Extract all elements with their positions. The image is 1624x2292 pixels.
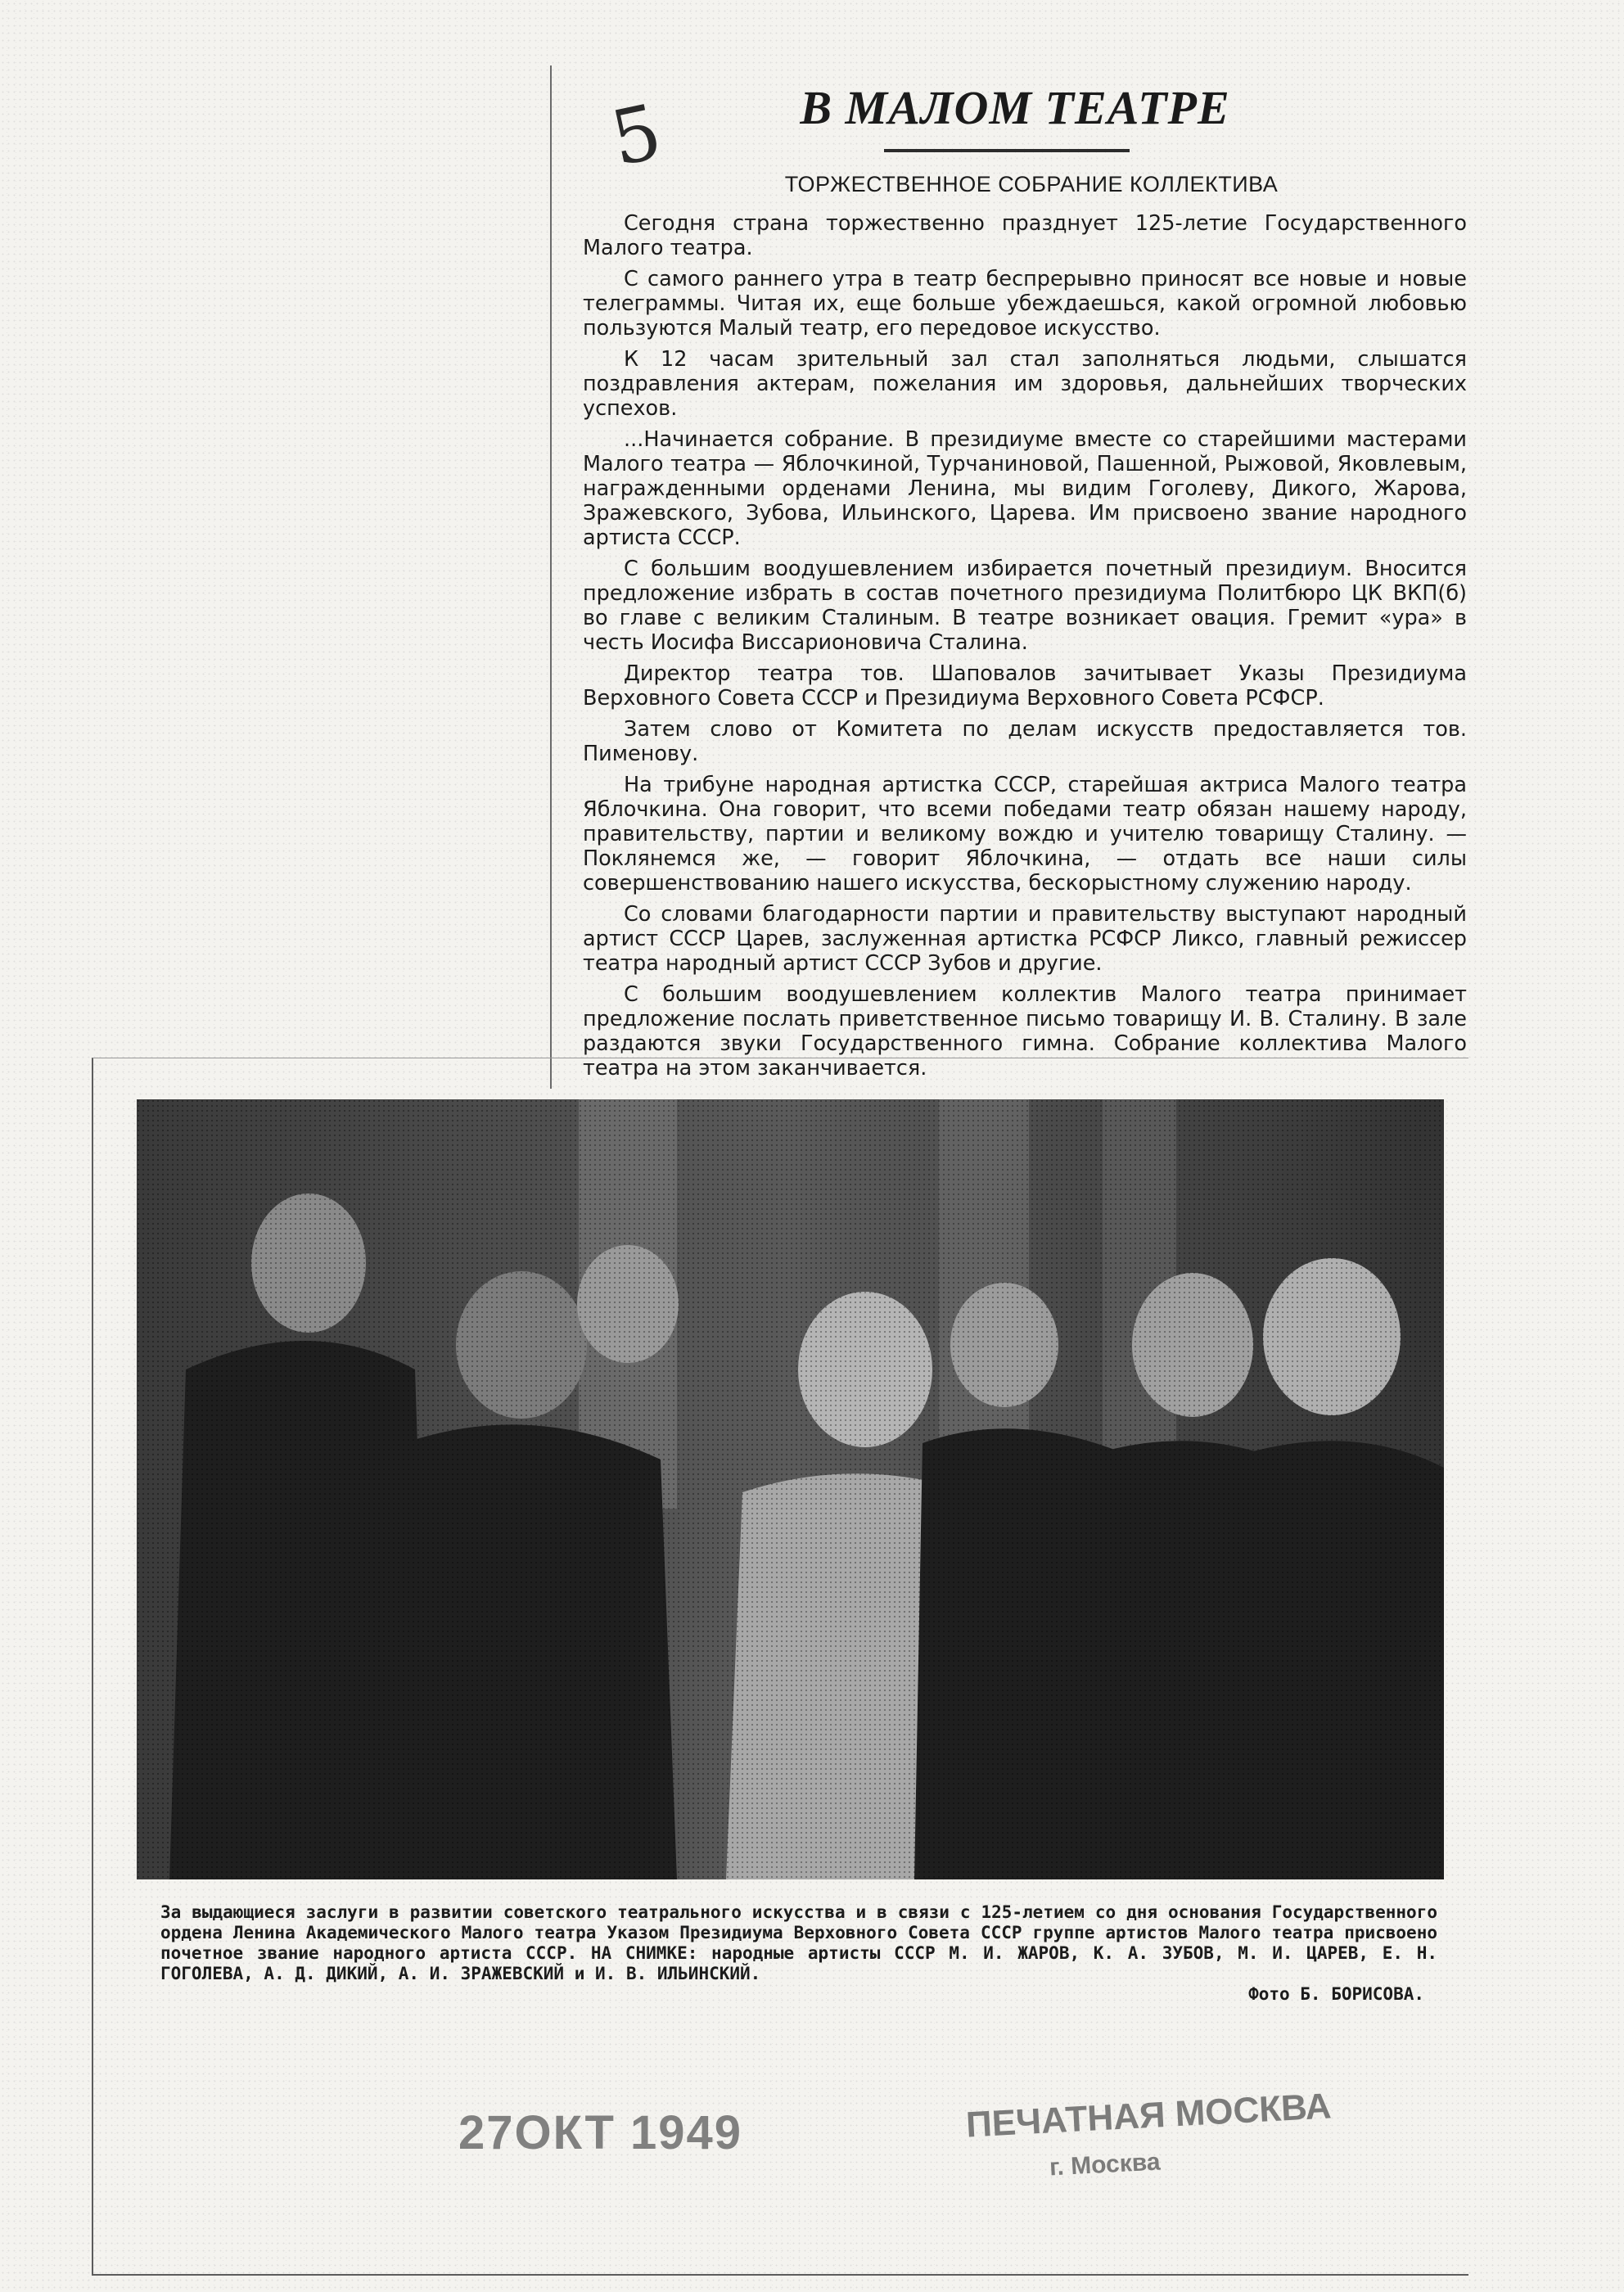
handwritten-page-number: 5 xyxy=(603,88,670,183)
headline: В МАЛОМ ТЕАТРЕ xyxy=(800,81,1230,134)
group-photo xyxy=(137,1099,1444,1879)
date-stamp: 27ОКТ 1949 xyxy=(458,2106,743,2159)
photo-caption: За выдающиеся заслуги в развитии советского театрального искусства и в связи с 125-летием со дня основания Государственного ордена Ленина Академического Малого театра Указом Президиума Верховного Совета СССР группе артистов Малого театра присвоено почетное звание народного артиста СССР. НА СНИМКЕ: народные артисты СССР М. И. ЖАРОВ, К. А. ЗУБОВ, М. И. ЦАРЕВ, Е. Н. ГОГОЛЕВА, А. Д. ДИКИЙ, А. И. ЗРАЖЕВСКИЙ и И. В. ИЛЬИНСКИЙ. xyxy=(160,1902,1437,1983)
library-stamp: ПЕЧАТНАЯ МОСКВА xyxy=(964,2086,1333,2145)
group-photo-icon xyxy=(137,1099,1444,1879)
paragraph: Сегодня страна торжественно празднует 125-летие Государственного Малого театра. xyxy=(583,211,1467,260)
article-body xyxy=(583,211,1467,1087)
paragraph: С большим воодушевлением избирается почетный президиум. Вносится предложение избрать в состав почетного президиума Политбюро ЦК ВКП(б) во главе с великим Сталиным. В театре возникает овация. Гремит «ура» в честь Иосифа Виссарионовича Сталина. xyxy=(583,557,1467,655)
paragraph: С большим воодушевлением коллектив Малого театра принимает предложение послать приветственное письмо товарищу И. В. Сталину. В зале раздаются звуки Государственного гимна. Собрание коллектива Малого театра на этом заканчивается. xyxy=(583,982,1467,1081)
subheadline: ТОРЖЕСТВЕННОЕ СОБРАНИЕ КОЛЛЕКТИВА xyxy=(784,172,1279,196)
paragraph: Директор театра тов. Шаповалов зачитывает Указы Президиума Верховного Совета СССР и Президиума Верховного Совета РСФСР. xyxy=(583,661,1467,711)
paragraph: На трибуне народная артистка СССР, старейшая актриса Малого театра Яблочкина. Она говорит, что всеми победами театр обязан нашему народу, правительству, партии и великому вождю и учителю товарищу Сталину. — Поклянемся же, — говорит Яблочкина, — отдать все наши силы совершенствованию нашего искусства, бескорыстному служению народу. xyxy=(583,773,1467,896)
paragraph: К 12 часам зрительный зал стал заполняться людьми, слышатся поздравления актерам, пожелания им здоровья, дальнейших творческих успехов. xyxy=(583,347,1467,421)
headline-rule xyxy=(884,149,1130,152)
paragraph: ...Начинается собрание. В президиуме вместе со старейшими мастерами Малого театра — Яблочкиной, Турчаниновой, Пашенной, Рыжовой, Яковлевым, награжденными орденами Ленина, мы видим Гоголеву, Дикого, Жарова, Зражевского, Зубова, Ильинского, Царева. Им присвоено звание народного артиста СССР. xyxy=(583,427,1467,550)
city-stamp: г. Москва xyxy=(1049,2148,1162,2181)
paragraph: С самого раннего утра в театр беспрерывно приносят все новые и новые телеграммы. Читая их, еще больше убеждаешься, какой огромной любовью пользуются Малый театр, его передовое искусство. xyxy=(583,267,1467,341)
paragraph: Со словами благодарности партии и правительству выступают народный артист СССР Царев, заслуженная артистка РСФСР Ликсо, главный режиссер театра народный артист СССР Зубов и другие. xyxy=(583,902,1467,976)
paragraph: Затем слово от Комитета по делам искусств предоставляется тов. Пименову. xyxy=(583,717,1467,766)
photo-credit: Фото Б. БОРИСОВА. xyxy=(1248,1984,1424,2004)
